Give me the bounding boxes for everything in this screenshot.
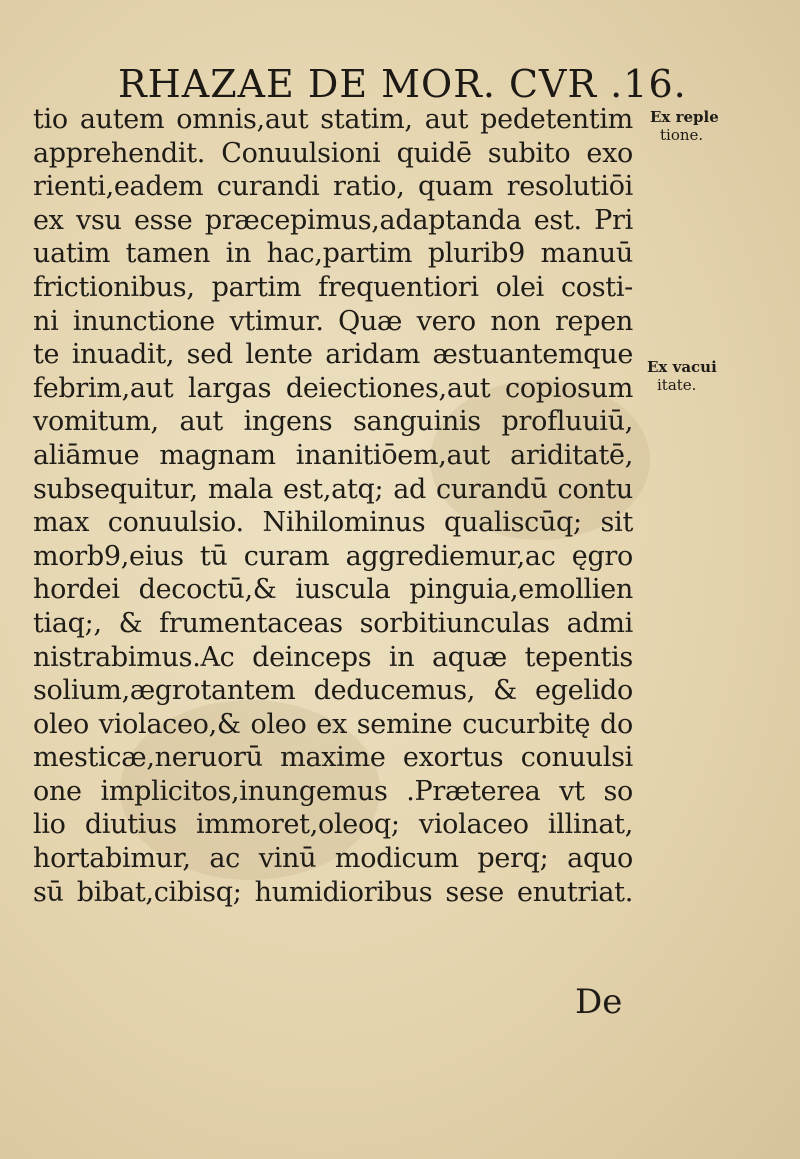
margin-note-line: itate. (657, 376, 697, 394)
text-line: subsequitur, mala est,atq; ad curandū contu (33, 473, 633, 505)
catchword: De (575, 982, 623, 1022)
text-line: uatim tamen in hac,partim plurib9 manuū (33, 238, 633, 270)
text-line: ni inunctione vtimur. Quæ vero non repen (33, 305, 633, 337)
text-line: apprehendit. Conuulsioni quidē subito exo (33, 137, 633, 169)
text-line: lio diutius immoret,oleoq; violaceo illinat, (33, 809, 633, 841)
margin-note-line: Ex reple (650, 108, 719, 126)
text-line: hortabimur, ac vinū modicum perq; aquo (33, 843, 633, 875)
text-line: febrim,aut largas deiectiones,aut copiosum (33, 372, 633, 404)
margin-note-vacuity (647, 358, 742, 394)
text-line: te inuadit, sed lente aridam æstuantemque (33, 339, 633, 371)
text-line: rienti,eadem curandi ratio, quam resolutiōi (33, 171, 633, 203)
text-line: one implicitos,inungemus .Præterea vt so (33, 775, 633, 807)
text-line: nistrabimus.Ac deinceps in aquæ tepentis (33, 641, 633, 673)
text-line: tio autem omnis,aut statim, aut pedetentim (33, 104, 633, 135)
text-line: sū bibat,cibisq; humidioribus sese enutriat. (33, 876, 633, 908)
margin-note-repletion (650, 108, 745, 144)
running-title: RHAZAE DE MOR. CVR .16. (118, 62, 687, 106)
text-line: aliāmue magnam inanitiōem,aut ariditatē, (33, 439, 633, 471)
margin-note-line: tione. (660, 126, 704, 144)
margin-note-line: Ex vacui (647, 358, 717, 376)
text-line: max conuulsio. Nihilominus qualiscūq; sit (33, 507, 633, 539)
text-line: ex vsu esse præcepimus,adaptanda est. Pri (33, 204, 633, 236)
text-line: morb9,eius tū curam aggrediemur,ac ęgro (33, 540, 633, 572)
main-text (33, 103, 633, 909)
text-line: tiaq;, & frumentaceas sorbitiunculas admi (33, 607, 633, 639)
text-line: vomitum, aut ingens sanguinis profluuiū, (33, 406, 633, 438)
text-line: hordei decoctū,& iuscula pinguia,emollien (33, 574, 633, 606)
text-line: mesticæ,neruorū maxime exortus conuulsi (33, 742, 633, 774)
text-line: oleo violaceo,& oleo ex semine cucurbitę do (33, 708, 633, 740)
text-line: frictionibus, partim frequentiori olei costi- (33, 271, 633, 303)
text-line: solium,ægrotantem deducemus, & egelido (33, 675, 633, 707)
